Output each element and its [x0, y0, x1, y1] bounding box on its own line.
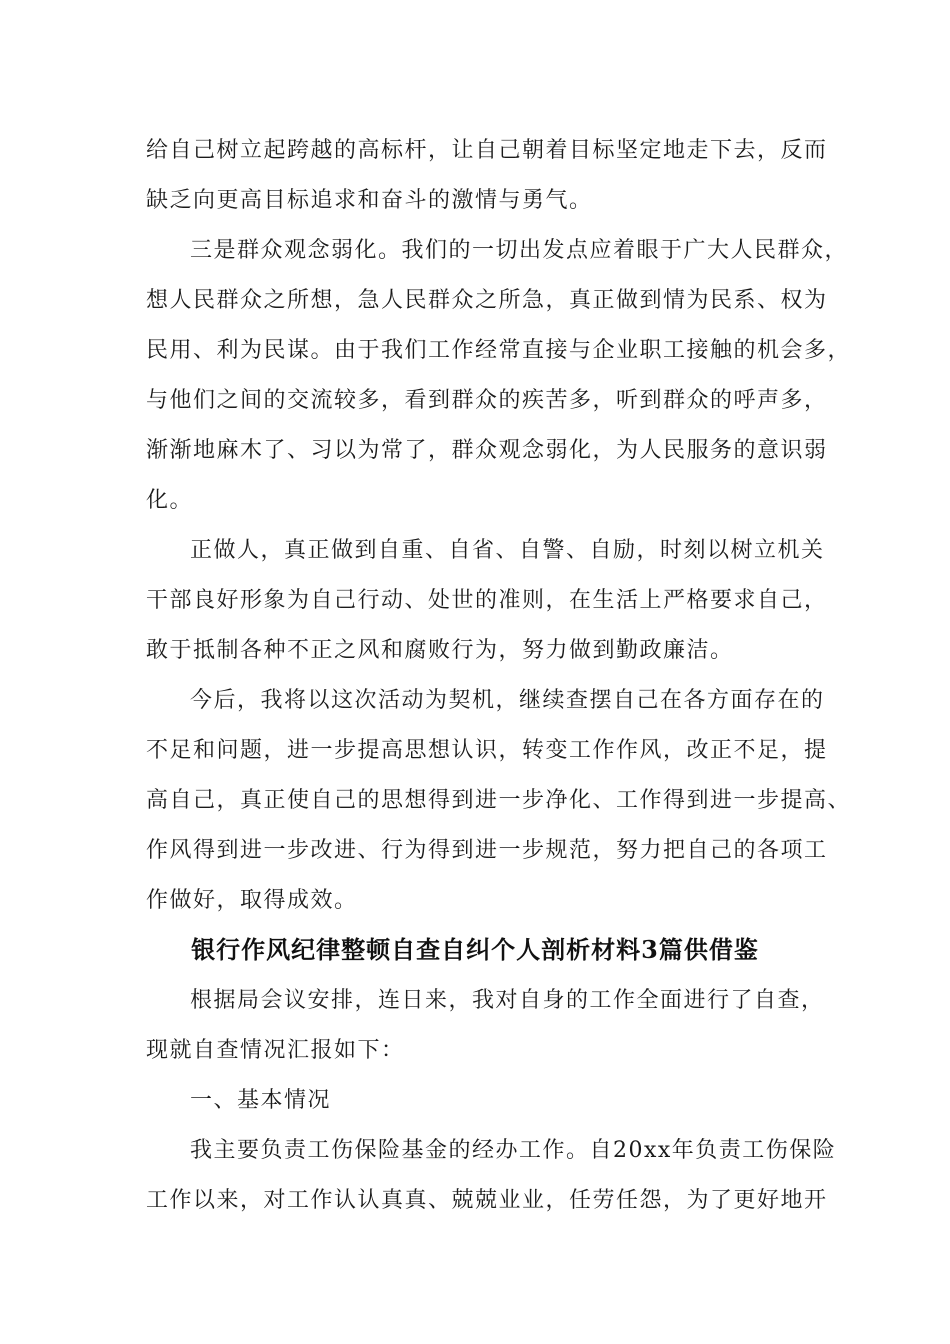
paragraph-line: 作风得到进一步改进、行为得到进一步规范，努力把自己的各项工: [146, 838, 828, 863]
paragraph-line: 现就自查情况汇报如下：: [146, 1038, 405, 1063]
paragraph-line: 今后，我将以这次活动为契机，继续查摆自己在各方面存在的: [190, 688, 825, 713]
paragraph-line: 不足和问题，进一步提高思想认识，转变工作作风，改正不足，提: [146, 738, 828, 763]
paragraph-line: 作做好，取得成效。: [146, 888, 358, 913]
paragraph-line: 给自己树立起跨越的高标杆，让自己朝着目标坚定地走下去，反而: [146, 138, 828, 163]
paragraph-line: 缺乏向更高目标追求和奋斗的激情与勇气。: [146, 188, 593, 213]
paragraph-line: 民用、利为民谋。由于我们工作经常直接与企业职工接触的机会多，: [146, 338, 852, 363]
paragraph-line: 正做人，真正做到自重、自省、自警、自励，时刻以树立机关: [190, 538, 825, 563]
paragraph-line: 与他们之间的交流较多，看到群众的疾苦多，听到群众的呼声多，: [146, 388, 828, 413]
paragraph-line: 工作以来，对工作认认真真、兢兢业业，任劳任怨，为了更好地开: [146, 1188, 828, 1213]
paragraph-line: 渐渐地麻木了、习以为常了，群众观念弱化，为人民服务的意识弱: [146, 438, 828, 463]
subsection-heading: 一、基本情况: [190, 1088, 332, 1113]
paragraph-line: 化。: [146, 488, 194, 513]
section-heading: 银行作风纪律整顿自查自纠个人剖析材料3篇供借鉴: [191, 935, 759, 964]
paragraph-line: 干部良好形象为自己行动、处世的准则，在生活上严格要求自己，: [146, 588, 828, 613]
paragraph-line: 根据局会议安排，连日来，我对自身的工作全面进行了自查，: [190, 988, 825, 1013]
paragraph-line: 三是群众观念弱化。我们的一切出发点应着眼于广大人民群众，: [190, 238, 849, 263]
paragraph-line: 我主要负责工伤保险基金的经办工作。自20xx年负责工伤保险: [190, 1138, 837, 1163]
paragraph-line: 高自己，真正使自己的思想得到进一步净化、工作得到进一步提高、: [146, 788, 852, 813]
paragraph-line: 敢于抵制各种不正之风和腐败行为，努力做到勤政廉洁。: [146, 638, 734, 663]
paragraph-line: 想人民群众之所想，急人民群众之所急，真正做到情为民系、权为: [146, 288, 828, 313]
